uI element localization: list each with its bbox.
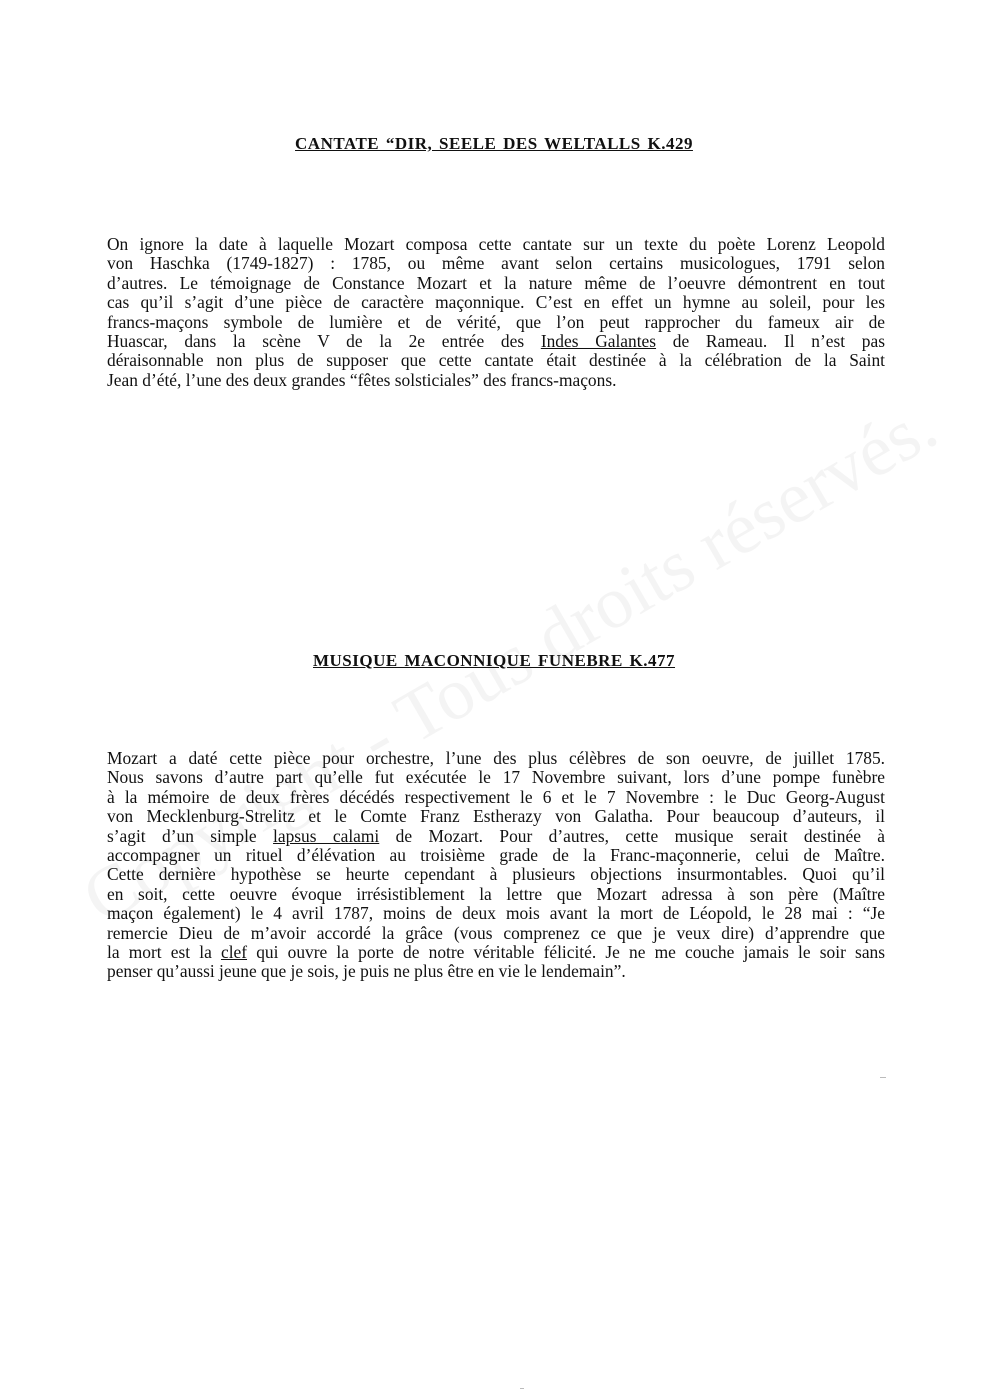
section-body-cantate: [107, 235, 885, 390]
text-line: [107, 943, 885, 962]
text-line: [107, 332, 885, 351]
text-line: déraisonnable non plus de supposer que cette cantate était destinée à la célébration de la Saint: [107, 350, 885, 371]
section-body-musique-funebre: [107, 749, 885, 982]
text-line: d’autres. Le témoignage de Constance Mozart et la nature même de l’oeuvre démontrent en tout: [107, 272, 885, 293]
text-line: von Mecklenburg-Strelitz et le Comte Franz Estherazy von Galatha. Pour beaucoup d’auteurs, il: [107, 806, 885, 827]
text-fragment: qui ouvre la porte de notre véritable félicité. Je ne me couche jamais le soir sans: [247, 942, 885, 963]
text-fragment: s’agit d’un simple: [107, 825, 274, 846]
scan-speck: [520, 1388, 524, 1389]
text-line: On ignore la date à laquelle Mozart composa cette cantate sur un texte du poète Lorenz Leopold: [107, 234, 885, 254]
text-line: Cette dernière hypothèse se heurte cependant à plusieurs objections insurmontables. Quoi qu’il: [107, 864, 885, 885]
text-line: accompagner un rituel d’élévation au troisième grade de la Franc-maçonnerie, celui de Maître.: [107, 845, 885, 866]
text-fragment: de Rameau. Il n’est pas: [656, 331, 885, 352]
title-indes-galantes: Indes Galantes: [540, 331, 657, 352]
text-line: francs-maçons symbole de lumière et de vérité, que l’on peut rapprocher du fameux air de: [107, 311, 885, 332]
text-line: à la mémoire de deux frères décédés respectivement le 6 et le 7 Novembre : le Duc Georg-August: [107, 786, 885, 807]
text-line: Mozart a daté cette pièce pour orchestre, l’une des plus célèbres de son oeuvre, de juillet 1785.: [107, 748, 885, 768]
text-line: penser qu’aussi jeune que je sois, je puis ne plus être en vie le lendemain”.: [107, 961, 626, 982]
section-title-musique-funebre: MUSIQUE MACONNIQUE FUNEBRE K.477: [312, 651, 676, 670]
text-fragment: Huascar, dans la scène V de la 2e entrée des: [107, 331, 541, 352]
term-lapsus-calami: lapsus calami: [273, 825, 380, 846]
text-fragment: la mort est la: [107, 942, 221, 963]
text-line: Jean d’été, l’une des deux grandes “fêtes solsticiales” des francs-maçons.: [107, 369, 617, 390]
text-line: [107, 827, 885, 846]
text-line: von Haschka (1749-1827) : 1785, ou même avant selon certains musicologues, 1791 selon: [107, 253, 885, 274]
text-fragment: de Mozart. Pour d’autres, cette musique serait destinée à: [379, 825, 886, 846]
scan-speck: [880, 1077, 886, 1078]
text-line: cas qu’il s’agit d’une pièce de caractère maçonnique. C’est en effet un hymne au soleil, pour les: [107, 292, 885, 313]
text-line: Nous savons d’autre part qu’elle fut exécutée le 17 Novembre suivant, lors d’une pompe funèbre: [107, 767, 885, 788]
section-title-cantate: CANTATE “DIR, SEELE DES WELTALLS K.429: [295, 134, 693, 153]
text-line: remercie Dieu de m’avoir accordé la grâce (vous comprenez ce que je veux dire) d’apprendre que: [107, 922, 885, 943]
term-clef: clef: [220, 942, 248, 963]
text-line: en soit, cette oeuvre évoque irrésistiblement la lettre que Mozart adressa à son père (Maître: [107, 883, 885, 904]
text-line: maçon également) le 4 avril 1787, moins de deux mois avant la mort de Léopold, le 28 mai : “Je: [107, 903, 885, 924]
